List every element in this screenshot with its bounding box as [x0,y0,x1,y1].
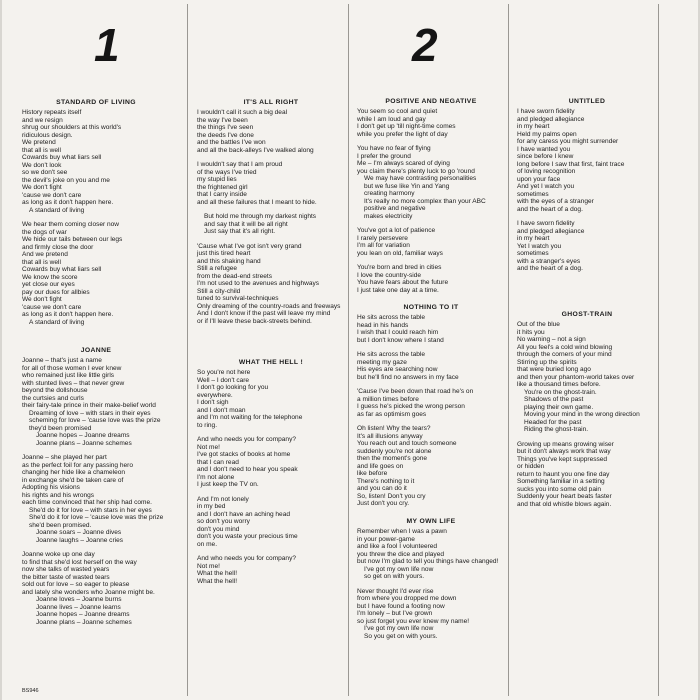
side-number: 1 [94,19,120,71]
left-edge [0,0,2,700]
lyric-line: or hidden [517,463,545,471]
lyric-line: changing her hide like a chameleon [22,469,126,477]
lyric-line: Joanne loves – Joanne burns [36,596,122,604]
column-divider [348,4,349,696]
lyric-line: I don't get up 'till night-time comes [357,123,456,131]
lyric-line: Not me! [197,562,220,570]
lyric-line: He sits across the table [357,351,426,359]
lyric-line: but I don't know where I stand [357,336,444,344]
lyric-line: So you get on with yours. [364,632,438,640]
lyric-line: creating harmony [364,190,415,198]
lyric-line: that I can read [197,458,239,466]
lyric-line: the bitter taste of wasted tears [22,573,110,581]
lyric-line: I've got my own life now [364,625,434,633]
song-my-own-life [357,518,505,640]
lyric-line: and say that it will be all right [204,220,288,228]
lyric-line: ridiculous design. [22,131,73,139]
lyric-line: All you feel's a cold wind blowing [517,343,613,351]
lyric-line: just this tired heart [197,250,251,258]
lyric-line: Headed for the past [524,418,582,426]
lyric-line: Yet I watch you [517,242,562,250]
lyric-line: I guess he's picked the wrong person [357,403,465,411]
stanza-gap [357,257,505,264]
lyric-line: while I am loud and gay [357,115,426,123]
lyric-line: We don't fight [22,184,62,192]
lyric-line: Cowards buy what liars sell [22,154,102,162]
lyric-line: and then your phantom-world takes over [517,373,635,381]
lyric-line: and all the back-alleys I've walked along [197,146,314,154]
lyric-line: in exchange she'd be taken care of [22,476,124,484]
song-lyrics [357,108,505,294]
song-title: GHOST-TRAIN [561,311,613,318]
lyric-line: Cowards buy what liars sell [22,266,102,274]
stanza-gap [357,220,505,227]
lyric-line: A standard of living [29,318,85,326]
stanza-gap [357,344,505,351]
lyric-line: You've got a lot of patience [357,227,436,235]
lyric-line: Adopting his visions [22,484,80,492]
lyric-line: You're born and bred in cities [357,264,442,272]
lyric-line: I rarely persevere [357,234,408,242]
lyric-line: like before [357,470,388,478]
lyric-line: I prefer the ground [357,152,411,160]
lyric-line: with stunted lives – that never grew [22,379,125,387]
song-title: IT'S ALL RIGHT [243,99,299,106]
lyric-line: don't you waste your precious time [197,533,298,541]
stanza-gap [357,418,505,425]
lyric-line: His eyes are searching now [357,366,438,374]
song-title: JOANNE [80,347,112,354]
lyric-line: Remember when I was a pawn [357,528,447,536]
lyric-line: Joanne laughs – Joanne cries [36,536,123,544]
lyric-line: You reach out and touch someone [357,440,457,448]
lyric-line: to find that she'd lost herself on the way [22,558,137,566]
lyric-line: and I don't have an aching head [197,510,290,518]
lyric-line: I have wanted you [517,145,571,153]
lyric-line: He sits across the table [357,314,426,322]
lyric-line: upon your face [517,175,561,183]
lyric-line: Moving your mind in the wrong direction [524,411,640,419]
lyric-line: Something familiar in a setting [517,478,605,486]
lyric-line: Only dreaming of the country-roads and freeways [197,302,341,310]
lyric-line: so we don't see [22,169,68,177]
lyric-line: but now I'm glad to tell you things have changed! [357,558,499,566]
lyric-line: Joanne plans – Joanne schemes [36,439,132,447]
lyric-line: No warning – not a sign [517,336,586,344]
lyric-line: yet close our eyes [22,281,75,289]
lyric-line: who remained just like little girls [22,372,115,380]
lyric-line: in my heart [517,123,550,131]
lyric-line: they'd been promised [29,424,92,432]
lyric-line: the devil's joke on you and me [22,176,110,184]
song-title: WHAT THE HELL ! [238,359,304,366]
lyric-line: And we pretend [22,251,68,259]
lyric-line: as long as it don't happen here. [22,311,114,319]
lyric-line: as long as it don't happen here. [22,199,114,207]
lyric-line: pay our dues for allbies [22,288,90,296]
song-lyrics [517,321,657,508]
lyric-line: Out of the blue [517,321,560,329]
lyric-line: a million times before [357,395,419,403]
lyric-line: Joanne hopes – Joanne dreams [36,432,130,440]
song-lyrics [517,108,657,273]
song-lyrics [357,528,505,640]
column-divider [508,4,509,696]
lyric-line: I've got stacks of books at home [197,451,291,459]
lyric-line: Joanne plans – Joanne schemes [36,618,132,626]
stanza-gap [357,381,505,388]
lyric-line: on me. [197,540,218,548]
song-positive-and-negative [357,98,505,294]
song-nothing-to-it [357,304,505,508]
lyric-line: I'm lonely – but I've grown [357,610,433,618]
lyric-line: head in his hands [357,321,409,329]
lyric-line: So you're not here [197,369,251,377]
lyric-line: I'm not used to the avenues and highways [197,280,320,288]
lyric-line: I'm all for variation [357,242,410,250]
lyric-line: and we resign [22,116,63,124]
song-untitled [517,98,657,273]
stanza-gap [517,213,657,220]
lyric-line: and that old whistle blows again. [517,500,612,508]
lyric-line: return to haunt you one fine day [517,470,610,478]
song-lyrics [197,369,345,585]
lyric-line: from the dead-end streets [197,272,272,280]
song-lyrics [197,109,345,325]
stanza-gap [22,214,170,221]
lyric-line: Things you've kept suppressed [517,455,608,463]
lyric-line: that I carry inside [197,191,247,199]
stanza-gap [197,154,345,161]
lyric-line: through the corners of your mind [517,351,612,359]
stanza-gap [197,206,345,213]
lyric-line: in my heart [517,235,550,243]
lyric-line: and the heart of a dog. [517,205,583,213]
song-lyrics [357,314,505,508]
lyric-line: I wouldn't call it such a big deal [197,109,288,117]
lyric-line: Growing up means growing wiser [517,440,614,448]
stanza-gap [357,581,505,588]
lyric-line: Still a city-child [197,287,241,295]
lyric-line: We hear them coming closer now [22,221,120,229]
lyric-line: suddenly you're not alone [357,447,432,455]
lyric-line: I have sworn fidelity [517,220,575,228]
lyric-line: Just don't you cry. [357,500,410,508]
song-title: STANDARD OF LIVING [56,99,136,106]
lyric-line: Oh listen! Why the tears? [357,425,431,433]
lyric-line: to ring. [197,421,218,429]
stanza-gap [22,544,170,551]
stanza-gap [197,236,345,243]
lyric-line: Not me! [197,443,220,451]
lyric-line: she'd been promised. [29,521,92,529]
lyric-line: 'Cause what I've got isn't very grand [197,242,302,250]
lyric-line: it hits you [517,328,545,336]
lyric-line: his rights and his wrongs [22,491,95,499]
lyric-line: And who needs you for company? [197,436,296,444]
lyric-line: We may have contrasting personalities [364,175,477,183]
lyric-line: A standard of living [29,206,85,214]
lyric-line: I don't go looking for you [197,384,269,392]
column-divider [187,4,188,696]
lyric-line: And I don't know if the past will leave my mind [197,310,331,318]
song-joanne [22,347,170,626]
lyric-line: of the ways I've tried [197,168,257,176]
lyric-line: and life goes on [357,462,404,470]
lyric-line: and you can do it [357,485,407,493]
lyric-line: What the hell! [197,570,238,578]
lyric-line: Held my palms open [517,130,577,138]
lyric-line: We don't fight [22,296,62,304]
lyric-line: and all these failures that I meant to hide. [197,198,317,206]
song-what-the-hell [197,359,345,585]
lyric-line: I'm not alone [197,473,235,481]
stanza-gap [517,434,657,441]
lyric-line: Me – I'm always scared of dying [357,160,450,168]
lyric-line: tuned to survival-techniques [197,295,279,303]
stanza-gap [357,138,505,145]
catalog-number: BS946 [22,688,39,694]
lyric-line: shrug our shoulders at this world's [22,124,122,132]
lyric-line: She'd do it for love – with stars in her eyes [29,506,152,514]
lyric-line: the way I've been [197,116,248,124]
lyric-line: for any caress you might surrender [517,138,619,146]
lyric-line: I've got my own life now [364,565,434,573]
lyric-line: Dreaming of love – with stars in their eyes [29,409,151,417]
lyric-line: so don't you worry [197,518,250,526]
lyric-line: We know the score [22,273,78,281]
lyric-line: the curtsies and curls [22,394,84,402]
lyric-line: Joanne – she played her part [22,454,107,462]
lyric-line: I love the country-side [357,271,422,279]
lyric-line: the dogs of war [22,228,67,236]
lyric-line: Well – I don't care [197,376,250,384]
lyric-line: We pretend [22,139,56,147]
lyric-line: She'd do it for love – 'cause love was the prize [29,514,164,522]
lyric-line: so just forget you ever knew my name! [357,617,470,625]
lyric-line: but I have found a footing now [357,602,445,610]
lyric-line: Still a refugee [197,265,238,273]
lyric-line: that all is well [22,258,61,266]
song-standard-of-living [22,99,170,326]
stanza-gap [197,548,345,555]
lyric-line: And I'm not lonely [197,495,249,503]
lyric-line: now she talks of wasted years [22,566,110,574]
lyric-line: you threw the dice and played [357,550,444,558]
lyric-line: But hold me through my darkest nights [204,213,317,221]
lyric-line: and I don't need to hear you speak [197,466,298,474]
song-title: UNTITLED [568,98,606,105]
lyric-line: while you prefer the light of day [357,130,448,138]
lyric-line: from where you dropped me down [357,595,457,603]
lyric-line: What the hell! [197,577,238,585]
lyric-line: I just take one day at a time. [357,286,439,294]
lyric-line: in my bed [197,503,226,511]
lyric-line: Joanne – that's just a name [22,357,102,365]
lyric-line: We don't look [22,161,62,169]
lyric-line: but he'll find no answers in my face [357,373,459,381]
song-title: NOTHING TO IT [403,304,459,311]
lyric-line: for all of those women I ever knew [22,364,122,372]
lyric-line: Suddenly your heart beats faster [517,493,612,501]
lyric-line: We hide our tails between our legs [22,236,123,244]
stanza-gap [22,447,170,454]
lyric-line: positive and negative [364,205,426,213]
lyric-line: You have no fear of flying [357,145,431,153]
lyric-line: You seem so cool and quiet [357,108,438,116]
lyric-line: with the eyes of a stranger [517,198,594,206]
lyric-line: as the perfect foil for any passing hero [22,461,133,469]
song-title: MY OWN LIFE [406,518,456,525]
lyric-line: and firmly close the door [22,243,94,251]
lyric-line: their fairy-tale prince in their make-belief world [22,402,156,410]
lyric-line: don't you mind [197,525,240,533]
lyric-line: There's nothing to it [357,477,415,485]
lyric-line: Joanne hopes – Joanne dreams [36,611,130,619]
lyric-line: and pledged allegiance [517,115,585,123]
lyric-line: And who needs you for company? [197,555,296,563]
lyric-line: Never thought I'd ever rise [357,587,434,595]
song-lyrics [22,109,170,326]
lyric-line: as far as optimism goes [357,410,427,418]
lyric-line: I just keep the TV on. [197,481,259,489]
lyric-line: then the moment's gone [357,455,428,463]
lyric-line: Riding the ghost-train. [524,426,589,434]
lyric-line: and I don't moan [197,406,246,414]
lyric-line: like a thousand times before. [517,381,601,389]
lyric-line: Joanne woke up one day [22,551,95,559]
lyric-line: and pledged allegiance [517,227,585,235]
lyric-line: And yet I watch you [517,183,575,191]
column-divider [658,4,659,696]
song-its-all-right [197,99,345,325]
lyric-line: Just say that it's all right. [204,228,276,236]
lyric-line: sucks you into some old pain [517,485,602,493]
lyric-line: sometimes [517,190,549,198]
lyric-line: meeting my gaze [357,358,407,366]
lyric-line: 'cause we don't care [22,303,82,311]
song-title: POSITIVE AND NEGATIVE [385,98,477,105]
lyric-line: and I'm not waiting for the telephone [197,414,303,422]
lyric-line: and the battles I've won [197,139,266,147]
lyric-line: I don't sigh [197,399,229,407]
lyric-line: and the heart of a dog. [517,265,583,273]
lyric-line: 'Cause I've been down that road he's on [357,388,474,396]
lyric-line: you lean on old, familiar ways [357,249,443,257]
lyric-line: Stirring up the spirits [517,358,577,366]
stanza-gap [197,489,345,496]
lyric-line: long before I saw that first, faint trace [517,160,625,168]
lyric-line: It's all illusions anyway [357,432,423,440]
lyric-line: sometimes [517,250,549,258]
lyric-line: 'cause we don't care [22,191,82,199]
lyric-line: in your power-game [357,535,415,543]
lyric-line: the deeds I've done [197,131,254,139]
lyric-line: You have fears about the future [357,279,449,287]
lyric-line: the things I've seen [197,124,254,132]
lyric-line: everywhere. [197,391,233,399]
lyric-line: Joanne soars – Joanne dives [36,529,122,537]
lyric-line: It's really no more complex than your ABC [364,197,486,205]
lyric-line: that all is well [22,146,61,154]
lyric-line: makes electricity [364,212,413,220]
lyric-line: the frightened girl [197,183,248,191]
lyric-line: since before I knew [517,153,574,161]
lyric-line: sold out for love – so eager to please [22,581,130,589]
side-number: 2 [412,19,438,71]
lyric-line: I have sworn fidelity [517,108,575,116]
lyric-line: History repeats itself [22,109,82,117]
song-ghost-train [517,311,657,508]
lyric-line: Joanne lives – Joanne learns [36,603,121,611]
lyric-line: but we fuse like Yin and Yang [364,182,450,190]
lyric-line: of loving recognition [517,168,576,176]
lyric-line: Shadows of the past [524,396,584,404]
lyric-line: beyond the dollshouse [22,387,88,395]
lyric-line: my stupid lies [197,176,237,184]
lyric-line: You're on the ghost-train. [524,388,597,396]
lyric-line: I wish that I could reach him [357,329,439,337]
lyric-line: I wouldn't say that I am proud [197,161,283,169]
lyric-line: you claim there's plenty luck to go 'round [357,167,475,175]
lyric-line: with a stranger's eyes [517,257,581,265]
lyric-line: and like a fool I volunteered [357,543,438,551]
lyric-line: each time convinced that her ship had come. [22,499,152,507]
lyric-line: but it don't always work that way [517,448,611,456]
lyric-line: and lately she wonders who Joanne might be. [22,588,155,596]
lyric-line: playing their own game. [524,403,594,411]
lyric-line: or if I'll leave these back-streets behind. [197,317,312,325]
lyric-line: that were buried long ago [517,366,591,374]
song-lyrics [22,357,170,626]
lyric-line: So, listen! Don't you cry [357,492,426,500]
lyric-line: scheming for love – 'cause love was the prize [29,417,161,425]
stanza-gap [197,429,345,436]
lyric-line: and this shaking hand [197,257,261,265]
lyric-line: so get on with yours. [364,573,425,581]
